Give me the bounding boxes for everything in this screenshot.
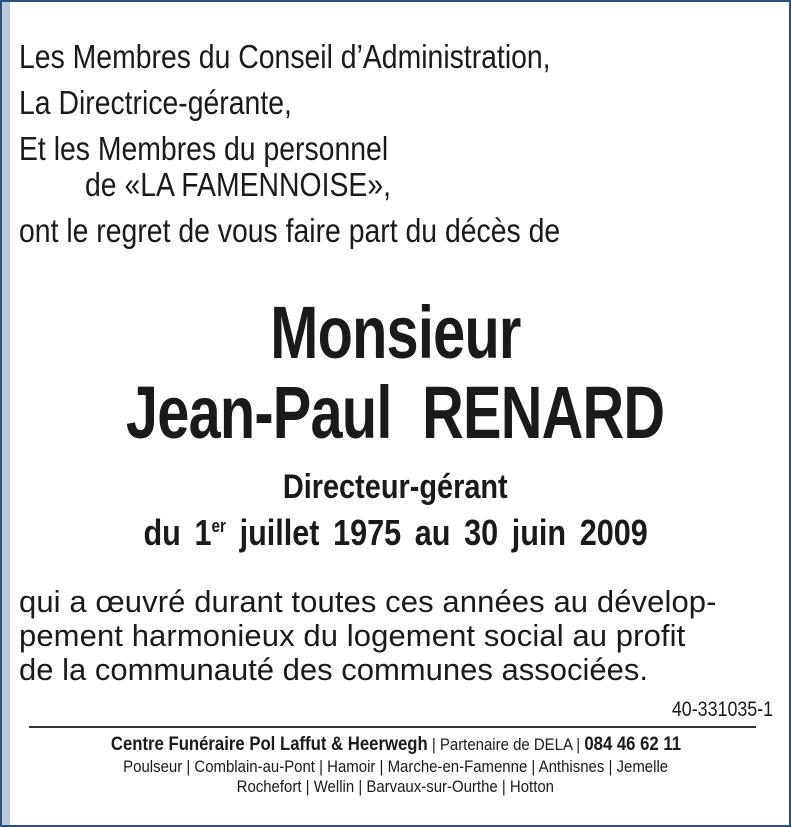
intro-line-2: La Directrice-gérante, <box>19 84 292 121</box>
deceased-name: Jean-Paul RENARD <box>126 371 665 454</box>
period-prefix: du 1 <box>143 512 212 553</box>
locations-2: Rochefort | Wellin | Barvaux-sur-Ourthe | Hotton <box>236 777 555 796</box>
service-period <box>143 512 647 554</box>
period-sup: er <box>211 516 226 536</box>
footer-line-2 <box>0 757 791 777</box>
funeral-home-name: Centre Funéraire Pol Laffut & Heerwegh <box>110 734 428 755</box>
divider <box>29 726 756 728</box>
intro-line-3: Et les Membres du personnel <box>19 130 389 167</box>
body-line-1: qui a œuvré durant toutes ces années au dévelop- <box>19 584 717 619</box>
intro-line-5: ont le regret de vous faire part du décès de <box>19 212 561 249</box>
separator: | <box>571 735 584 754</box>
footer-line-3 <box>0 777 791 797</box>
deceased-title: Monsieur <box>270 291 521 374</box>
phone-number: 084 46 62 11 <box>583 734 681 755</box>
footer-line-1 <box>0 734 791 756</box>
deceased-role: Directeur-gérant <box>283 468 508 506</box>
partner-text: Partenaire de DELA <box>439 735 572 754</box>
name-wrap <box>0 370 791 455</box>
intro-line-1: Les Membres du Conseil d’Administration, <box>19 38 551 75</box>
body-line-2: pement harmonieux du logement social au profit <box>19 618 686 653</box>
reference-number: 40-331035-1 <box>671 698 773 721</box>
title-wrap <box>0 290 791 375</box>
period-rest: juillet 1975 au 30 juin 2009 <box>225 512 648 553</box>
role-wrap <box>0 468 791 507</box>
intro-line-4: de «LA FAMENNOISE», <box>85 166 392 203</box>
separator: | <box>427 735 440 754</box>
period-wrap <box>0 512 791 554</box>
body-line-3: de la communauté des communes associées. <box>19 652 648 687</box>
locations-1: Poulseur | Comblain-au-Pont | Hamoir | Marche-en-Famenne | Anthisnes | Jemelle <box>123 757 668 776</box>
